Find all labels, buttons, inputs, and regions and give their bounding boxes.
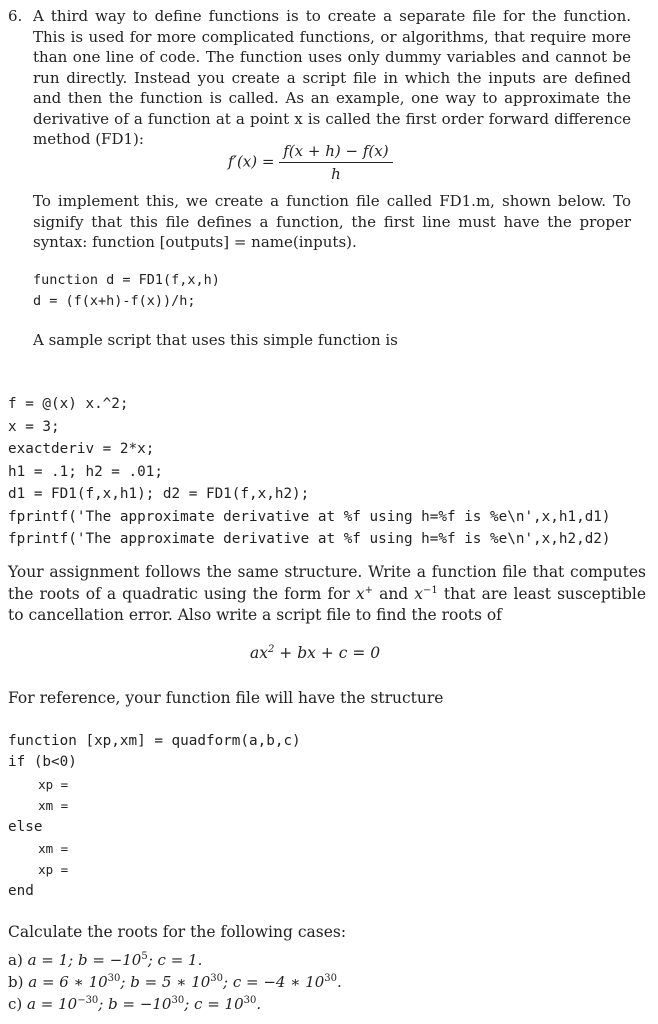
assignment-text-3: that are least susceptible to cancellation error. Also write a script file to find the roots of [8, 584, 646, 624]
code-line: xp = [8, 862, 69, 878]
case-label: a) [8, 951, 23, 969]
case-text: ; b = −10 [98, 995, 172, 1013]
case-exponent: −30 [77, 995, 99, 1006]
assignment-text-2: and [373, 584, 415, 603]
code-line: h1 = .1; h2 = .01; [8, 463, 163, 480]
code-line: xm = [8, 841, 69, 857]
case-text: . [337, 973, 342, 991]
code-line: fprintf('The approximate derivative at %f using h=%f is %e\n',x,h1,d1) [8, 508, 611, 525]
assignment-text-1: Your assignment follows the same structure. Write a function file that computes the roots of a quadratic using the form for [8, 563, 646, 603]
quadform-code-block [8, 731, 301, 902]
implement-paragraph: To implement this, we create a function file called FD1.m, shown below. To signify that this file defines a function, the first line must have the proper syntax: function [outputs] = name(inputs). [33, 192, 631, 251]
case-text: . [256, 995, 262, 1013]
equation-denominator: h [331, 165, 341, 183]
quadratic-exponent: 2 [267, 643, 275, 655]
code-line: xm = [8, 798, 69, 814]
case-text: ; c = 1. [147, 951, 203, 969]
problem-number: 6. [8, 7, 23, 25]
case-text: a = 10 [27, 995, 78, 1013]
case-exponent: 30 [210, 973, 224, 984]
fd1-equation [228, 142, 393, 183]
case-label: c) [8, 995, 23, 1013]
code-line: exactderiv = 2*x; [8, 441, 155, 457]
quadratic-rest: + bx + c = 0 [274, 644, 381, 662]
code-line: function d = FD1(f,x,h) [33, 272, 220, 288]
sample-intro: A sample script that uses this simple function is [33, 331, 398, 349]
case-text: a = 6 ∗ 10 [28, 973, 108, 991]
case-text: ; c = 10 [184, 995, 244, 1013]
case-a [8, 950, 202, 971]
code-line: if (b<0) [8, 754, 77, 771]
case-label: b) [8, 973, 24, 991]
code-line: function [xp,xm] = quadform(a,b,c) [8, 733, 301, 749]
case-c [8, 994, 261, 1015]
fd1-code-block [33, 270, 220, 311]
case-text: a = 1; b = −10 [27, 951, 142, 969]
code-line: xp = [8, 776, 69, 792]
minus-one-superscript: −1 [423, 584, 438, 596]
code-line: d1 = FD1(f,x,h1); d2 = FD1(f,x,h2); [8, 486, 310, 502]
equation-numerator: f(x + h) − f(x) [279, 142, 392, 163]
sample-code-block [8, 393, 611, 551]
x-symbol: x [414, 584, 424, 603]
cases-intro: Calculate the roots for the following cases: [8, 923, 347, 941]
plus-superscript: + [364, 584, 374, 596]
reference-intro: For reference, your function file will have the structure [8, 689, 444, 707]
case-b [8, 972, 342, 993]
case-exponent: 30 [324, 973, 338, 984]
case-exponent: 30 [107, 973, 121, 984]
code-line: f = @(x) x.^2; [8, 396, 129, 412]
quadratic-ax: ax [250, 644, 268, 662]
intro-paragraph: A third way to define functions is to create a separate file for the function. This is used for more complicated functions, or algorithms, that require more than one line of code. The function uses only dummy variables and cannot be run directly. Instead you create a script file in which the inputs are defined and then the function is called. As an example, one way to approximate the derivative of a function at a point x is called the first order forward difference method (FD1): [33, 7, 631, 148]
equation-lhs: f′(x) = [228, 152, 275, 171]
quadratic-equation [250, 644, 380, 662]
code-line: else [8, 818, 43, 835]
case-text: ; c = −4 ∗ 10 [223, 973, 325, 991]
assignment-paragraph [8, 562, 646, 627]
code-line: end [8, 882, 34, 899]
case-exponent: 5 [141, 951, 148, 962]
x-symbol: x [355, 584, 365, 603]
case-exponent: 30 [243, 995, 257, 1006]
code-line: fprintf('The approximate derivative at %f using h=%f is %e\n',x,h2,d2) [8, 531, 611, 547]
case-exponent: 30 [171, 995, 185, 1006]
code-line: x = 3; [8, 418, 60, 435]
code-line: d = (f(x+h)-f(x))/h; [33, 292, 196, 309]
case-text: ; b = 5 ∗ 10 [120, 973, 211, 991]
